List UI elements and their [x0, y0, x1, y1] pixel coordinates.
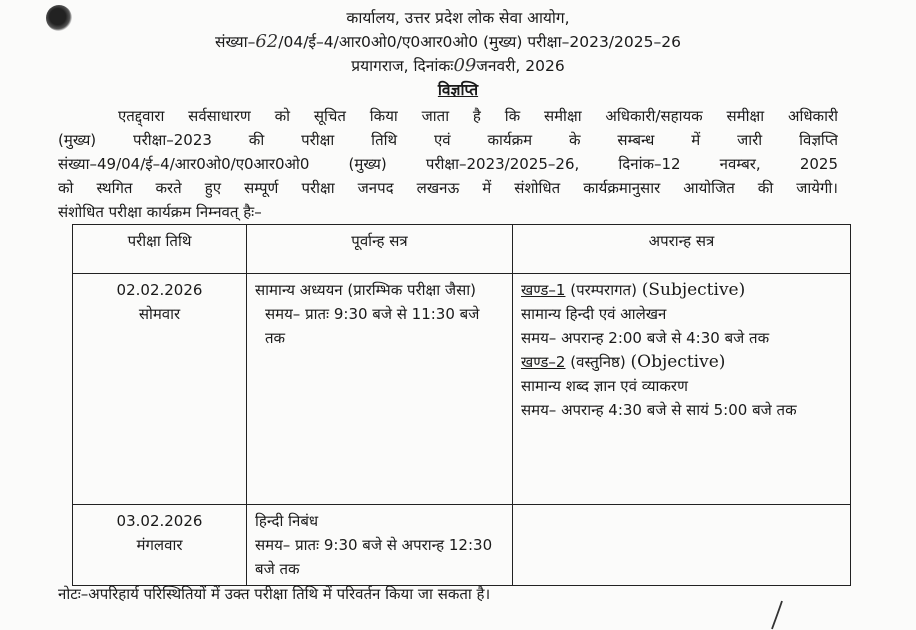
part1-english: (Subjective)	[641, 280, 746, 300]
table-row	[73, 274, 851, 505]
header-exam-date: परीक्षा तिथि	[73, 225, 247, 274]
header-afternoon-session: अपरान्ह सत्र	[513, 225, 851, 274]
place-date-prefix: प्रयागराज, दिनांकः	[351, 57, 454, 75]
ref-prefix: संख्या–	[215, 33, 256, 51]
notice-title-text: विज्ञप्ति	[437, 81, 479, 99]
part2-type: (वस्तुनिष्ठ)	[570, 353, 626, 371]
office-name: कार्यालय, उत्तर प्रदेश लोक सेवा आयोग,	[346, 9, 570, 27]
pen-stroke	[770, 600, 784, 630]
part1-type: (परम्परागत)	[570, 281, 637, 299]
header-morning-session: पूर्वान्ह सत्र	[247, 225, 513, 274]
body-line: (मुख्य) परीक्षा–2023 की परीक्षा तिथि एवं कार्यक्रम के सम्बन्ध में जारी विज्ञप्ति	[58, 131, 838, 149]
reference-number	[0, 32, 906, 52]
table-header-row	[73, 225, 851, 274]
ref-handwritten-number: 62	[255, 31, 279, 52]
place-date	[0, 56, 916, 76]
exam-day: मंगलवार	[136, 536, 183, 554]
morning-time: समय– प्रातः 9:30 बजे से अपरान्ह 12:30 बजे तक	[255, 536, 493, 578]
afternoon-session-cell-empty	[513, 505, 851, 586]
ref-rest: /04/ई–4/आर0ओ0/ए0आर0ओ0 (मुख्य) परीक्षा–2023/2025–26	[278, 33, 681, 51]
handwritten-date: 09	[453, 55, 477, 76]
part2-english: (Objective)	[630, 352, 726, 372]
exam-day: सोमवार	[138, 305, 181, 323]
body-line: को स्थगित करते हुए सम्पूर्ण परीक्षा जनपद लखनऊ में संशोधित कार्यक्रमानुसार आयोजित की जायेगी।	[58, 179, 838, 197]
body-line: संख्या–49/04/ई–4/आर0ओ0/ए0आर0ओ0 (मुख्य) परीक्षा–2023/2025–26, दिनांक–12 नवम्बर, 2025	[58, 155, 838, 173]
body-line: संशोधित परीक्षा कार्यक्रम निम्नवत् हैः–	[58, 203, 262, 221]
exam-date: 03.02.2026	[116, 512, 203, 530]
notice-body	[58, 104, 838, 224]
part2-label: खण्ड–2	[521, 353, 566, 371]
part2-time: समय– अपरान्ह 4:30 बजे से सायं 5:00 बजे तक	[521, 401, 797, 419]
morning-subject: सामान्य अध्ययन (प्रारम्भिक परीक्षा जैसा)	[255, 281, 476, 299]
part1-heading	[521, 278, 842, 302]
body-line: एतद्द्वारा सर्वसाधारण को सूचित किया जाता है कि समीक्षा अधिकारी/सहायक समीक्षा अधिकारी	[118, 107, 838, 125]
part1-label: खण्ड–1	[521, 281, 566, 299]
exam-date: 02.02.2026	[116, 281, 203, 299]
part2-subject: सामान्य शब्द ज्ञान एवं व्याकरण	[521, 377, 688, 395]
morning-session-cell	[247, 505, 513, 586]
exam-schedule-table	[72, 224, 851, 586]
footnote: नोटः–अपरिहार्य परिस्थितियों में उक्त परीक्षा तिथि में परिवर्तन किया जा सकता है।	[58, 585, 491, 603]
notice-title	[0, 80, 916, 100]
table-row	[73, 505, 851, 586]
morning-session-cell	[247, 274, 513, 505]
part1-subject: सामान्य हिन्दी एवं आलेखन	[521, 305, 667, 323]
morning-subject: हिन्दी निबंध	[255, 512, 319, 530]
place-date-rest: जनवरी, 2026	[476, 57, 565, 75]
morning-time: समय– प्रातः 9:30 बजे से 11:30 बजे तक	[265, 305, 480, 347]
date-cell	[73, 274, 247, 505]
part1-time: समय– अपरान्ह 2:00 बजे से 4:30 बजे तक	[521, 329, 770, 347]
afternoon-session-cell	[513, 274, 851, 505]
date-cell	[73, 505, 247, 586]
part2-heading	[521, 350, 842, 374]
